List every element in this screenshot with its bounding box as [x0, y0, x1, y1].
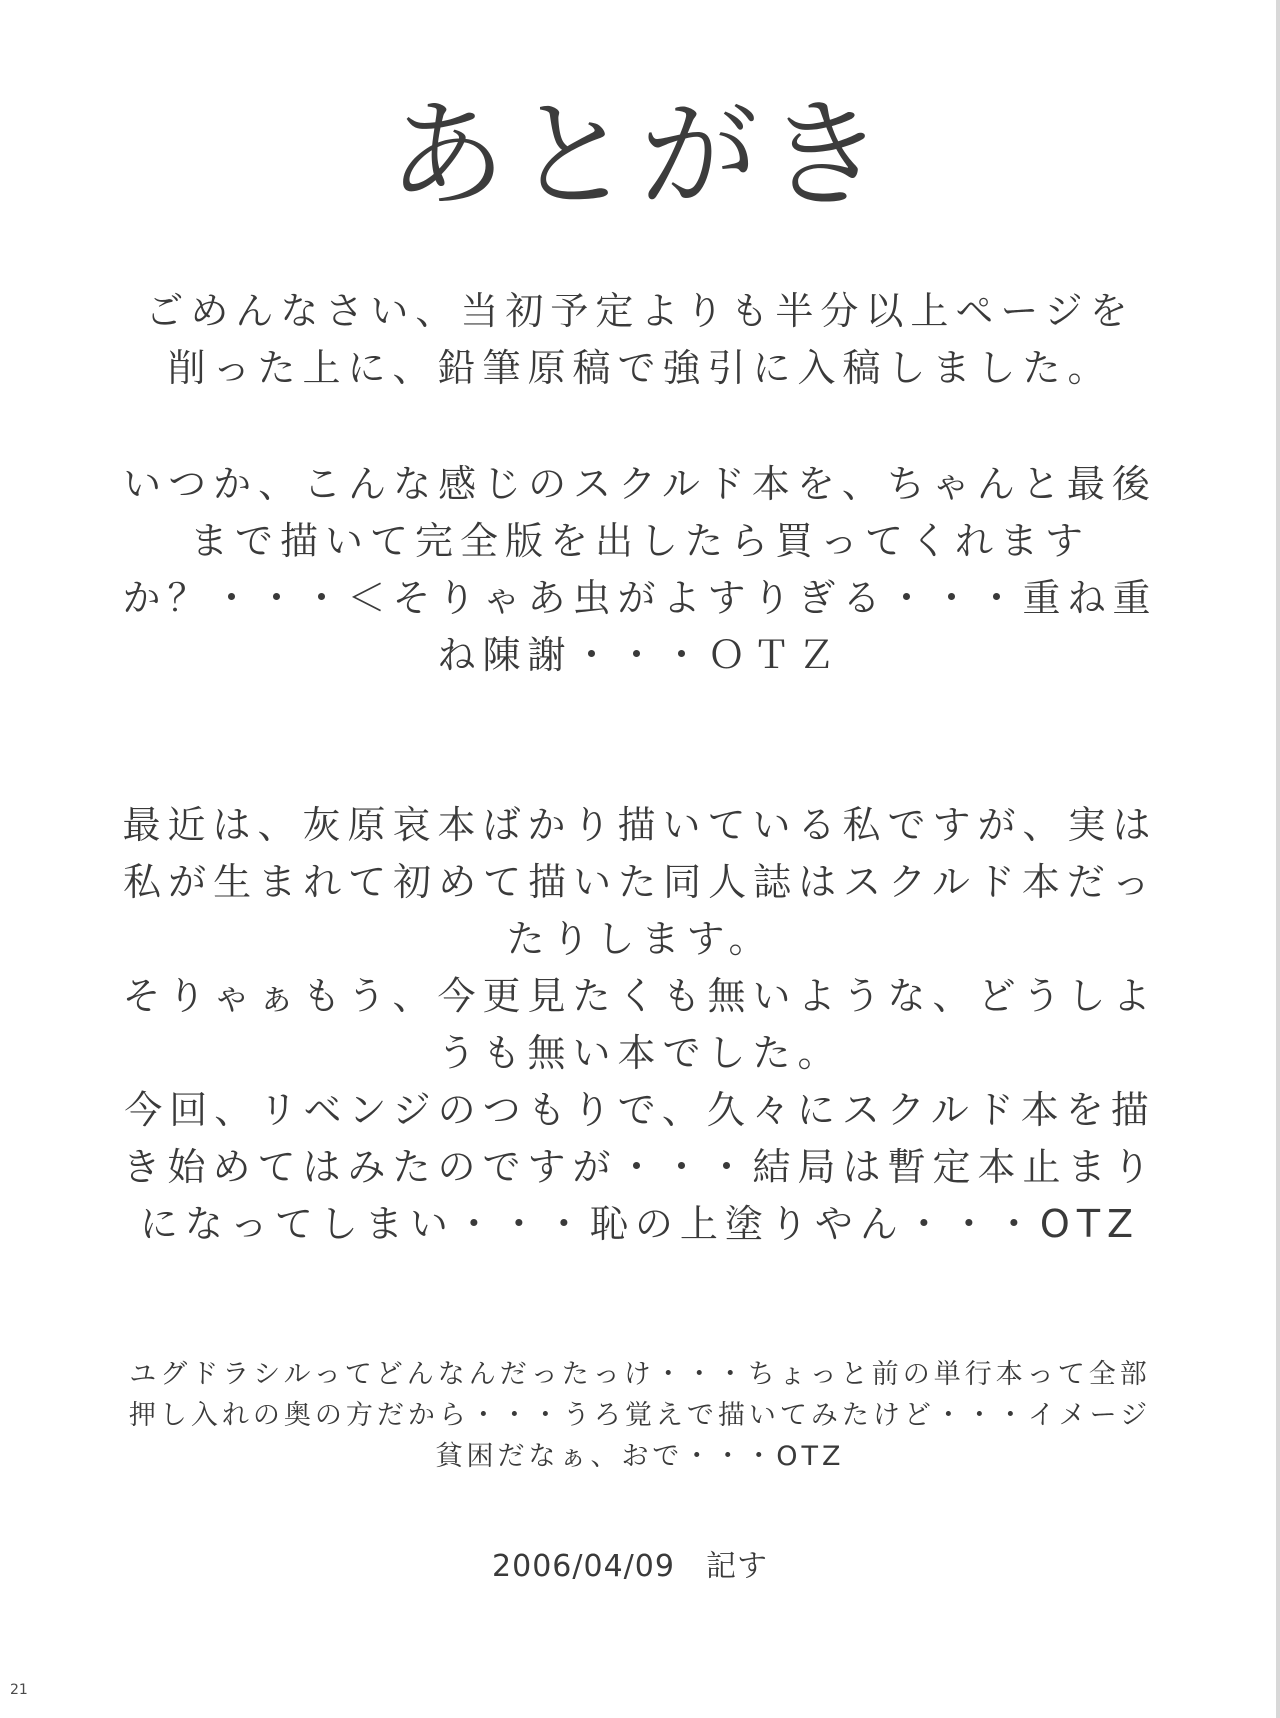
page-title: あとがき — [387, 86, 892, 224]
text-line: たりします。 — [506, 917, 774, 961]
date-signature: 2006/04/09 記す — [492, 1549, 768, 1584]
text-line: 今回、リベンジのつもりで、久々にスクルド本を描 — [124, 1088, 1156, 1132]
text-line: 私が生まれて初めて描いた同人誌はスクルド本だっ — [123, 860, 1157, 904]
page-edge — [1276, 0, 1280, 1718]
paragraph-apology — [30, 283, 1250, 397]
text-line: うも無い本でした。 — [437, 1031, 843, 1075]
text-line: まで描いて完全版を出したら買ってくれます — [189, 519, 1090, 563]
text-line: き始めてはみたのですが・・・結局は暫定本止まり — [122, 1145, 1158, 1189]
text-line: ごめんなさい、当初予定よりも半分以上ページを — [145, 289, 1135, 333]
text-line: か？・・・＜そりゃあ虫がよすりぎる・・・重ね重 — [122, 576, 1158, 620]
paragraph-recent-works — [30, 797, 1250, 1253]
text-line: 押し入れの奥の方だから・・・うろ覚えで描いてみたけど・・・イメージ — [128, 1400, 1152, 1431]
text-line: 貧困だなぁ、おで・・・OTZ — [435, 1441, 845, 1472]
page-number: 21 — [10, 1682, 28, 1698]
text-line: そりゃぁもう、今更見たくも無いような、どうしよ — [122, 974, 1158, 1018]
paragraph-yggdrasil-note — [30, 1354, 1250, 1477]
text-line: 最近は、灰原哀本ばかり描いている私ですが、実は — [122, 803, 1158, 847]
text-line: いつか、こんな感じのスクルド本を、ちゃんと最後 — [123, 462, 1157, 506]
paragraph-complete-edition — [30, 456, 1250, 684]
text-line: ね陳謝・・・ＯＴＺ — [437, 633, 843, 677]
text-line: 削った上に、鉛筆原稿で強引に入稿しました。 — [167, 346, 1113, 390]
text-line: になってしまい・・・恥の上塗りやん・・・OTZ — [139, 1202, 1141, 1246]
text-line: ユグドラシルってどんなんだったっけ・・・ちょっと前の単行本って全部 — [129, 1359, 1151, 1390]
